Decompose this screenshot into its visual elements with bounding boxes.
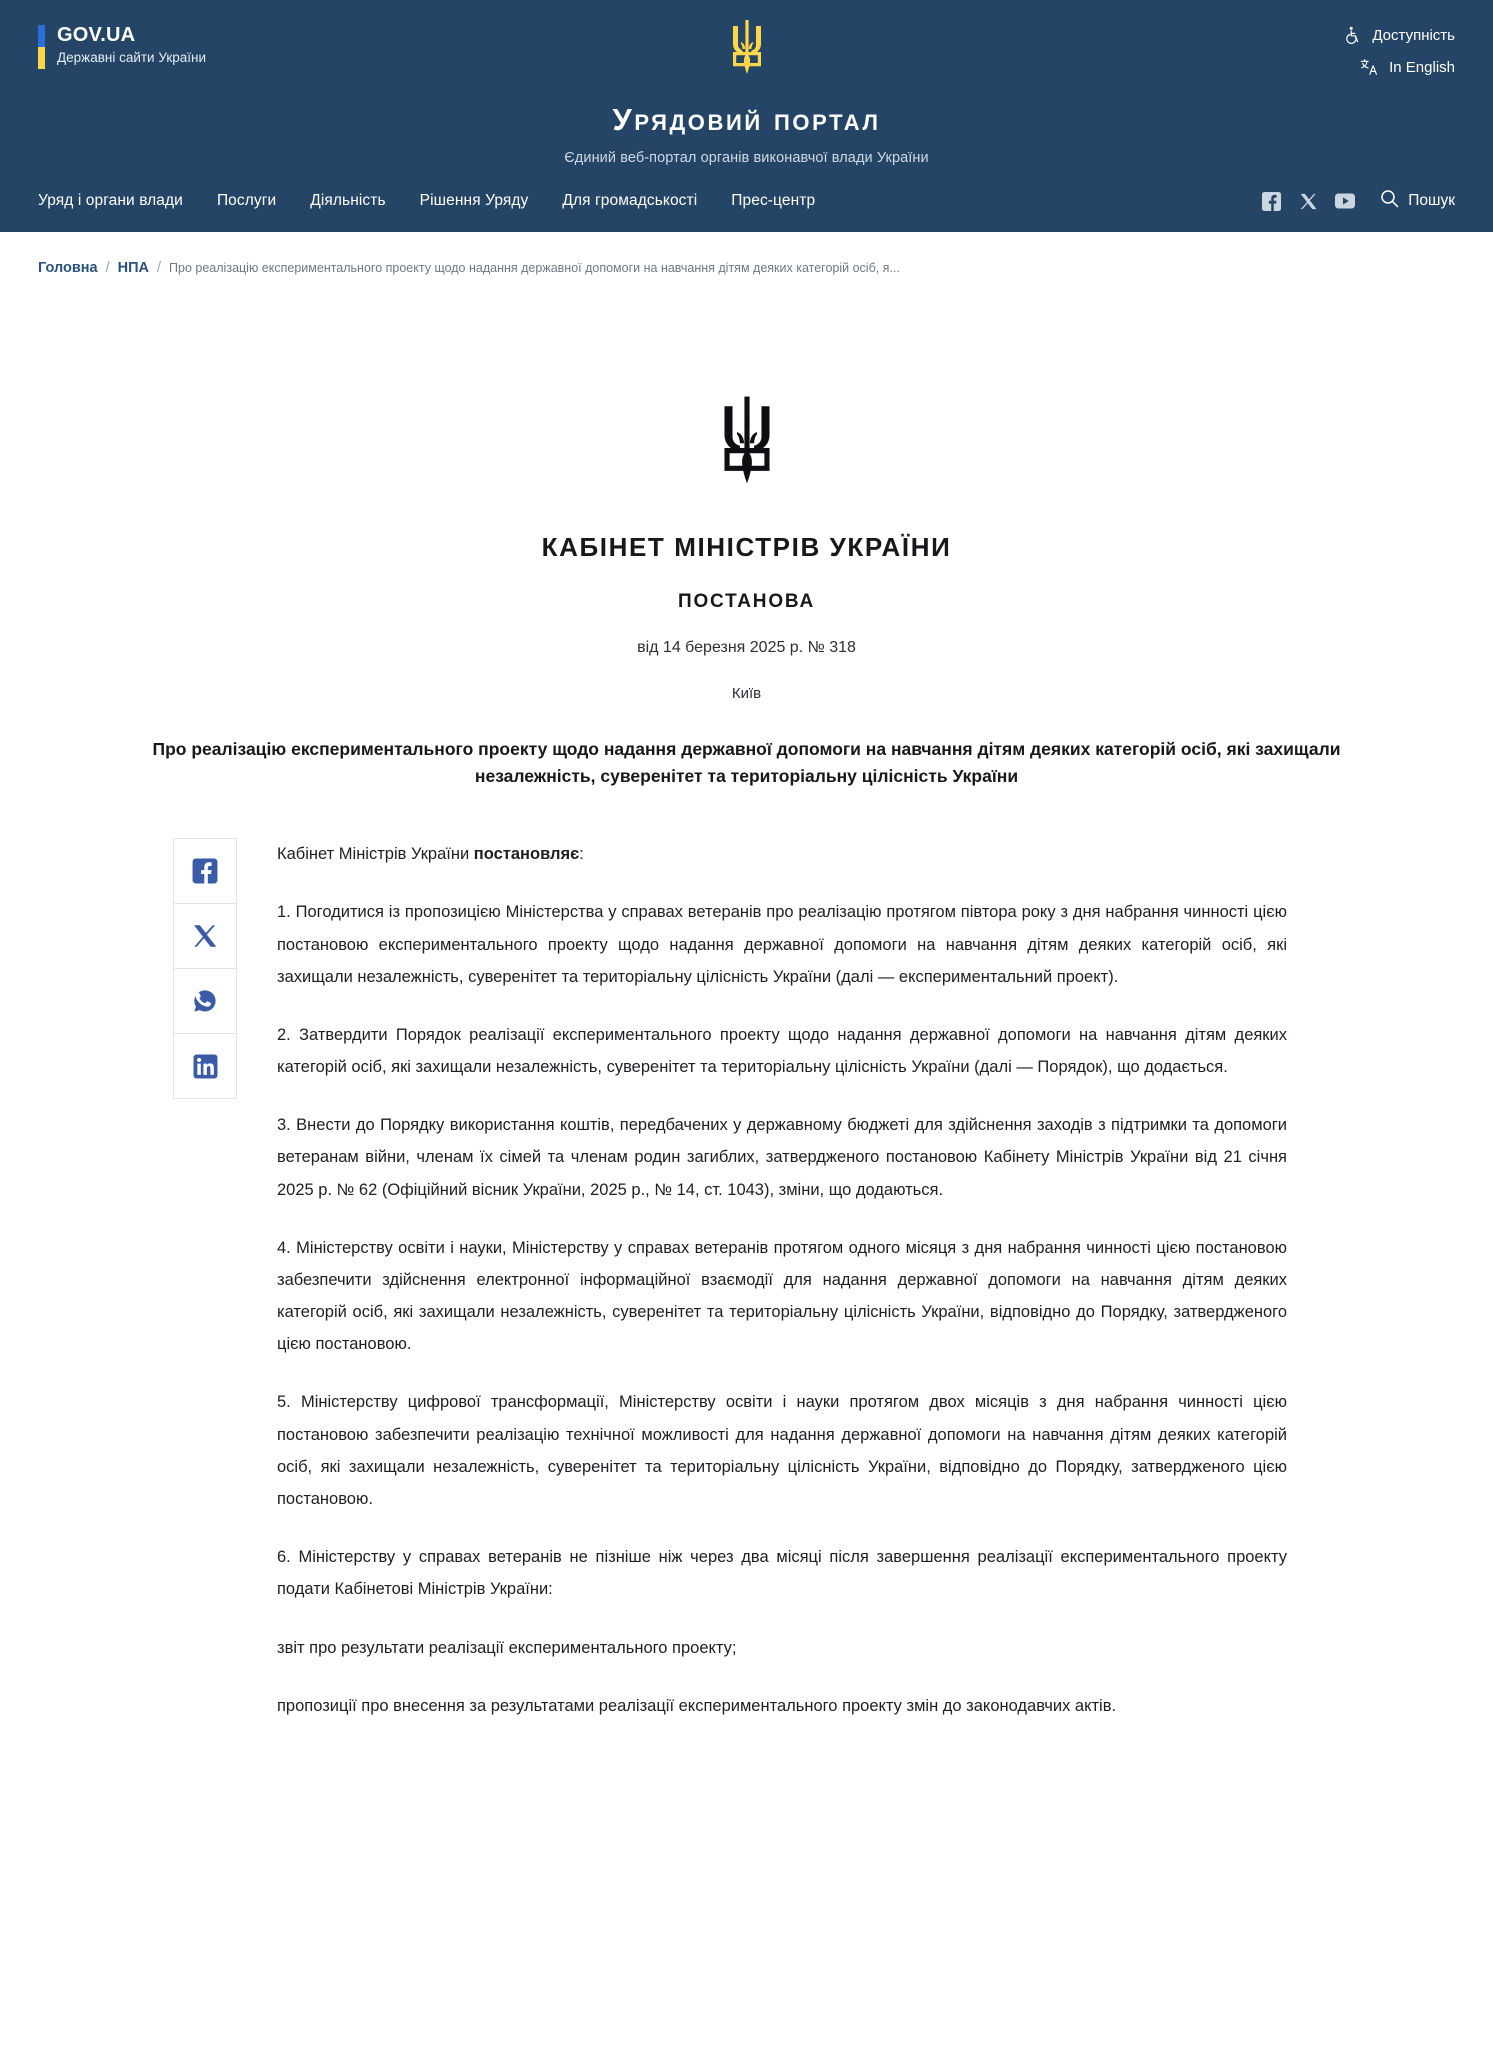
document-title: Про реалізацію експериментального проекту щодо надання державної допомоги на навчання дітям деяких категорій осіб, які захищали незалежність, суверенітет та територіальну цілісність України [152,739,1341,787]
intro-suffix: : [579,845,584,864]
document-paragraph-6: 6. Міністерству у справах ветеранів не пізніше ніж через два місяці після завершення реалізації експериментального проекту подати Кабінетові Міністрів України: [277,1548,1287,1599]
document-paragraph-5: 5. Міністерству цифрової трансформації, Міністерству освіти і науки протягом двох місяців з дня набрання чинності цією постановою забезпечити реалізацію технічної можливості для надання державної допомоги на навчання дітям деяких категорій осіб, які захищали незалежність, суверенітет та територіальну цілісність України, відповідно до Порядку, затвердженого цією постановою. [277,1393,1287,1508]
nav-item-government[interactable]: Уряд і органи влади [38,192,183,209]
document-main [0,300,1493,1782]
document-date-number: від 14 березня 2025 р. № 318 [637,639,856,656]
wheelchair-icon [1345,26,1362,44]
nav-right-group [1261,189,1455,213]
facebook-icon[interactable] [1261,191,1281,211]
document-type: ПОСТАНОВА [677,591,815,612]
nav-item-services[interactable]: Послуги [216,192,277,209]
accessibility-label: Доступність [1372,26,1455,44]
breadcrumb-npa[interactable]: НПА [117,260,150,276]
breadcrumb-bar [0,232,1493,300]
document-paragraph-1: 1. Погодитися із пропозицією Міністерства у справах ветеранів про реалізацію протягом півтора року з дня набрання чинності цією постановою експериментального проекту щодо надання державної допомоги на навчання дітям деяких категорій осіб, які захищали незалежність, суверенітет та територіальну цілісність України (далі — експериментальний проект). [277,903,1287,986]
language-link[interactable] [1360,58,1455,76]
search-icon [1380,189,1399,213]
x-share-button[interactable] [174,904,236,969]
bottom-spacer [38,1722,1455,1782]
site-title: Урядовий портал [612,102,881,137]
document-paragraph-4: 4. Міністерству освіти і науки, Міністерству у справах ветеранів протягом одного місяця з дня набрання чинності цією постановою забезпечити здійснення електронної інформаційної взаємодії для надання державної допомоги на навчання дітям деяких категорій осіб, які захищали незалежність, суверенітет та територіальну цілісність України, відповідно до Порядку, затвердженого цією постановою. [277,1238,1287,1354]
nav-item-public[interactable]: Для громадськості [562,192,698,209]
document-intro [277,838,1287,870]
accessibility-link[interactable] [1345,26,1455,44]
document-body [277,838,1287,1722]
ukraine-flag-icon [38,25,45,69]
document-trident-emblem [38,300,1455,488]
document-organization: КАБІНЕТ МІНІСТРІВ УКРАЇНИ [541,532,952,562]
intro-prefix: Кабінет Міністрів України [277,845,474,864]
govua-logo[interactable] [38,22,206,69]
main-navigation [38,192,1455,232]
document-paragraph-2: 2. Затвердити Порядок реалізації експериментального проекту щодо надання державної допомоги на навчання дітям деяких категорій осіб, які захищали незалежність, суверенітет та територіальну цілісність України (далі — Порядок), що додається. [277,1025,1287,1077]
breadcrumb-current: Про реалізацію експериментального проекту щодо надання державної допомоги на навчання дітям деяких категорій осіб, я... [169,261,900,275]
site-header [0,0,1493,232]
share-sidebar [173,838,237,1099]
nav-item-decisions[interactable]: Рішення Уряду [419,192,529,209]
translate-icon [1360,58,1379,76]
header-utilities [1345,22,1455,76]
nav-item-activity[interactable]: Діяльність [310,192,386,209]
header-trident-emblem [724,18,770,76]
search-button[interactable] [1380,189,1455,213]
govua-title: GOV.UA [57,24,136,47]
search-label: Пошук [1408,192,1455,209]
nav-item-press-center[interactable]: Прес-центр [731,192,816,209]
language-label: In English [1389,58,1455,76]
linkedin-share-button[interactable] [174,1034,236,1099]
breadcrumb [38,260,1455,276]
document-paragraph-7: звіт про результати реалізації експериментального проекту; [277,1638,737,1657]
document-paragraph-3: 3. Внести до Порядку використання коштів, передбачених у державному бюджеті для здійснення заходів з підтримки та допомоги ветеранам війни, членам їх сімей та членам родин загиблих, затвердженого постановою Кабінету Міністрів України від 21 січня 2025 р. № 62 (Офіційний вісник України, 2025 р., № 14, ст. 1043), зміни, що додаються. [277,1116,1287,1199]
site-subtitle: Єдиний веб-портал органів виконавчої влади України [564,150,929,166]
breadcrumb-home[interactable]: Головна [38,260,98,276]
breadcrumb-separator-1: / [105,260,110,276]
site-title-block [38,96,1455,192]
document-paragraph-8: пропозиції про внесення за результатами реалізації експериментального проекту змін до законодавчих актів. [277,1696,1117,1715]
intro-bold: постановляє [473,845,580,864]
content-row [38,838,1455,1722]
youtube-icon[interactable] [1335,191,1355,211]
x-twitter-icon[interactable] [1298,191,1318,211]
breadcrumb-separator-2: / [157,260,162,276]
header-inner [0,0,1493,232]
govua-subtitle: Державні сайти України [57,50,206,66]
header-top-row [38,0,1455,96]
facebook-share-button[interactable] [174,839,236,904]
whatsapp-share-button[interactable] [174,969,236,1034]
document-city: Київ [731,685,762,702]
